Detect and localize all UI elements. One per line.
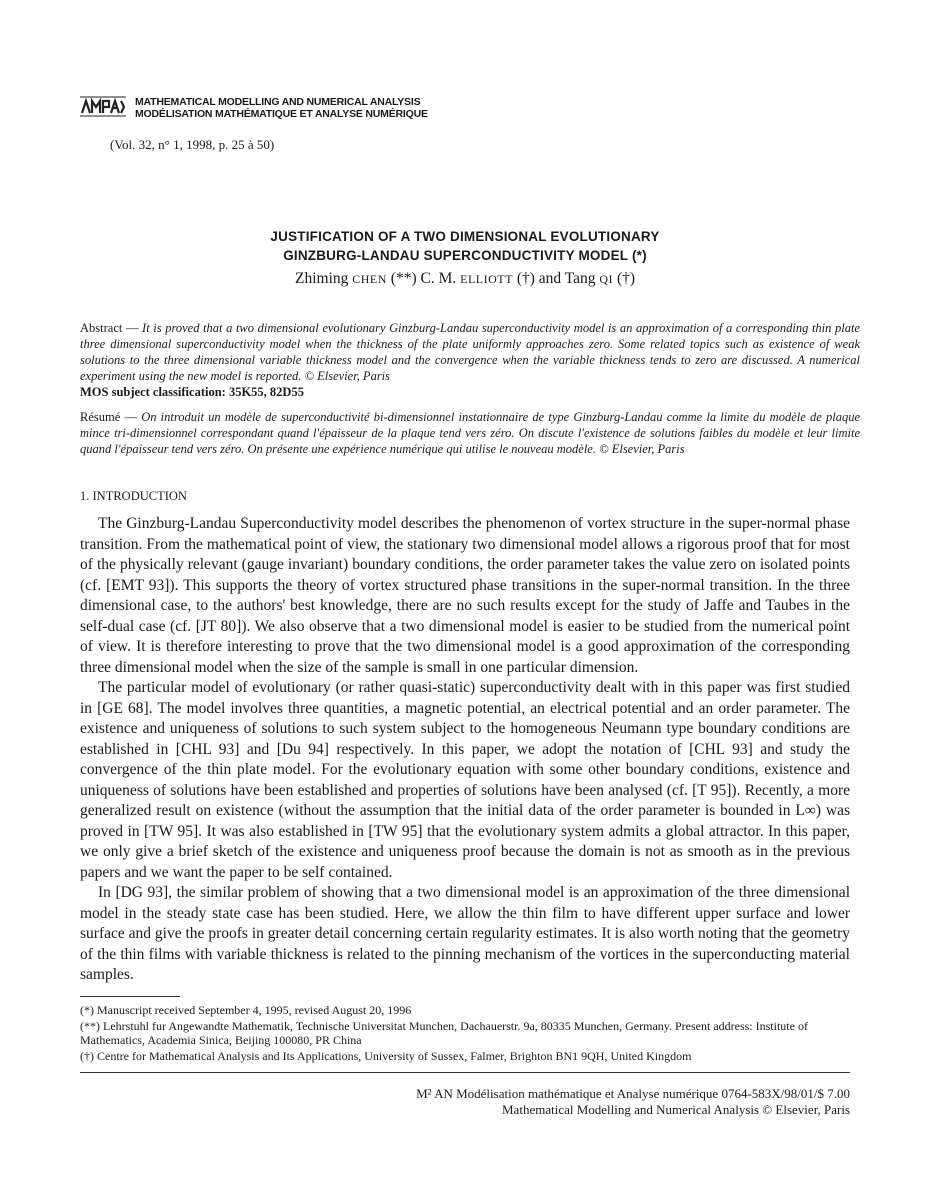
author-2-mark: (†) and [512, 270, 565, 287]
author-2-last: ELLIOTT [460, 272, 513, 286]
abstract [80, 320, 860, 400]
body-text [80, 514, 850, 986]
paper-title-line-1: JUSTIFICATION OF A TWO DIMENSIONAL EVOLUTIONARY [270, 229, 660, 244]
resume-text: On introduit un modèle de superconductivité bi-dimensionnel instationnaire de type Ginzburg-Landau comme la limite du modèle de plaque mince tri-dimensionnel correspondant quand l'épaisseur de la plaque tend vers zéro. On discute l'existence de solutions faibles du modèle et leur limite quand l'épaisseur tend vers zéro. On présente une expérience numérique qui utilise le nouveau modèle. © Elsevier, Paris [80, 410, 860, 456]
author-list [0, 270, 930, 288]
journal-name-en: MATHEMATICAL MODELLING AND NUMERICAL ANALYSIS [135, 96, 421, 108]
volume-info: (Vol. 32, n° 1, 1998, p. 25 à 50) [110, 137, 275, 152]
paragraph-2: The particular model of evolutionary (or rather quasi-static) superconductivity dealt with in this paper was first studied in [GE 68]. The model involves three quantities, a magnetic potential, an electrical potential and an order parameter. The existence and uniqueness of solutions to such system subject to the homogeneous Neumann type boundary conditions are established in [CHL 93] and [Du 94] respectively. In this paper, we adopt the notation of [CHL 93] and study the convergence of the thin plate model. For the evolutionary equation with some other boundary conditions, existence and uniqueness of solutions have been established and properties of solutions have been analysed (cf. [T 95]). Recently, a more generalized result on existence (without the assumption that the initial data of the order parameter is bounded in L∞) was proved in [TW 95]. It was also established in [TW 95] that the evolutionary system admits a global attractor. In this paper, we only give a brief sketch of the existence and uniqueness proof because the domain is not as smooth as in the previous papers and we want the paper to be self contained. [80, 679, 850, 881]
author-3-first: Tang [564, 270, 600, 287]
footer-publisher: Mathematical Modelling and Numerical Analysis © Elsevier, Paris [502, 1102, 850, 1117]
abstract-label: Abstract — [80, 321, 143, 335]
footer-issn: M² AN Modélisation mathématique et Analyse numérique 0764-583X/98/01/$ 7.00 [416, 1086, 850, 1101]
author-1-first: Zhiming [294, 270, 353, 287]
footnote-1: (*) Manuscript received September 4, 1995, revised August 20, 1996 [80, 1003, 412, 1017]
footnote-3: (†) Centre for Mathematical Analysis and Its Applications, University of Sussex, Falmer, Brighton BN1 9QH, United Kingdom [80, 1048, 692, 1063]
abstract-text: It is proved that a two dimensional evolutionary Ginzburg-Landau superconductivity model is an approximation of a corresponding thin plate three dimensional superconductivity model when the thickness of the plate uniformly approaches zero. Some related topics such as existence of weak solutions to the three dimensional variable thickness model and the convergence when the variable thickness tends to zero are discussed. A numerical experiment using the new model is reported. © Elsevier, Paris [80, 321, 860, 383]
journal-name [135, 96, 428, 120]
journal-logo [80, 95, 126, 117]
author-1-last: CHEN [352, 272, 387, 286]
resume-label: Résumé — [80, 410, 142, 424]
footnotes [80, 1003, 850, 1064]
paper-title-line-2: GINZBURG-LANDAU SUPERCONDUCTIVITY MODEL (*) [283, 248, 647, 263]
resume [80, 409, 860, 457]
journal-name-fr: MODÉLISATION MATHÉMATIQUE ET ANALYSE NUMÉRIQUE [135, 108, 428, 120]
mos-classification: MOS subject classification: 35K55, 82D55 [80, 385, 304, 399]
section-heading: 1. INTRODUCTION [80, 489, 187, 503]
footer-rule [80, 1072, 850, 1073]
footnote-rule [80, 996, 180, 997]
author-3-mark: (†) [613, 270, 636, 287]
author-3-last: QI [599, 272, 614, 286]
footnote-2: (**) Lehrstuhl fur Angewandte Mathematik, Technische Universitat Munchen, Dachauerstr. 9a, 80335 Munchen, Germany. Present address: Institute of Mathematics, Academia Sinica, Beijing 100080, PR China [80, 1018, 808, 1047]
paragraph-1: The Ginzburg-Landau Superconductivity model describes the phenomenon of vortex structure in the super-normal phase transition. From the mathematical point of view, the stationary two dimensional model allows a rigorous proof that for most of the physically relevant (gauge invariant) boundary conditions, the order parameter takes the value zero on isolated points (cf. [EMT 93]). This supports the theory of vortex structured phase transitions in the super-normal transition. In the three dimensional case, to the authors' best knowledge, there are no such results except for the study of Jaffe and Taubes in the self-dual case (cf. [JT 80]). We also observe that a two dimensional model is easier to be studied from the numerical point of view. It is therefore interesting to prove that the two dimensional model is a good approximation of the corresponding three dimensional model when the size of the sample is small in one particular dimension. [80, 515, 850, 676]
author-2-first: C. M. [420, 270, 461, 287]
paragraph-3: In [DG 93], the similar problem of showing that a two dimensional model is an approximation of the three dimensional model in the steady state case has been studied. Here, we allow the thin film to have different upper surface and lower surface and give the proofs in greater detail concerning certain regularity estimates. It is also worth noting that the geometry of the thin films with variable thickness is related to the pinning mechanism of the vortices in the superconducting material samples. [80, 884, 850, 983]
author-1-mark: (**) [386, 270, 421, 287]
